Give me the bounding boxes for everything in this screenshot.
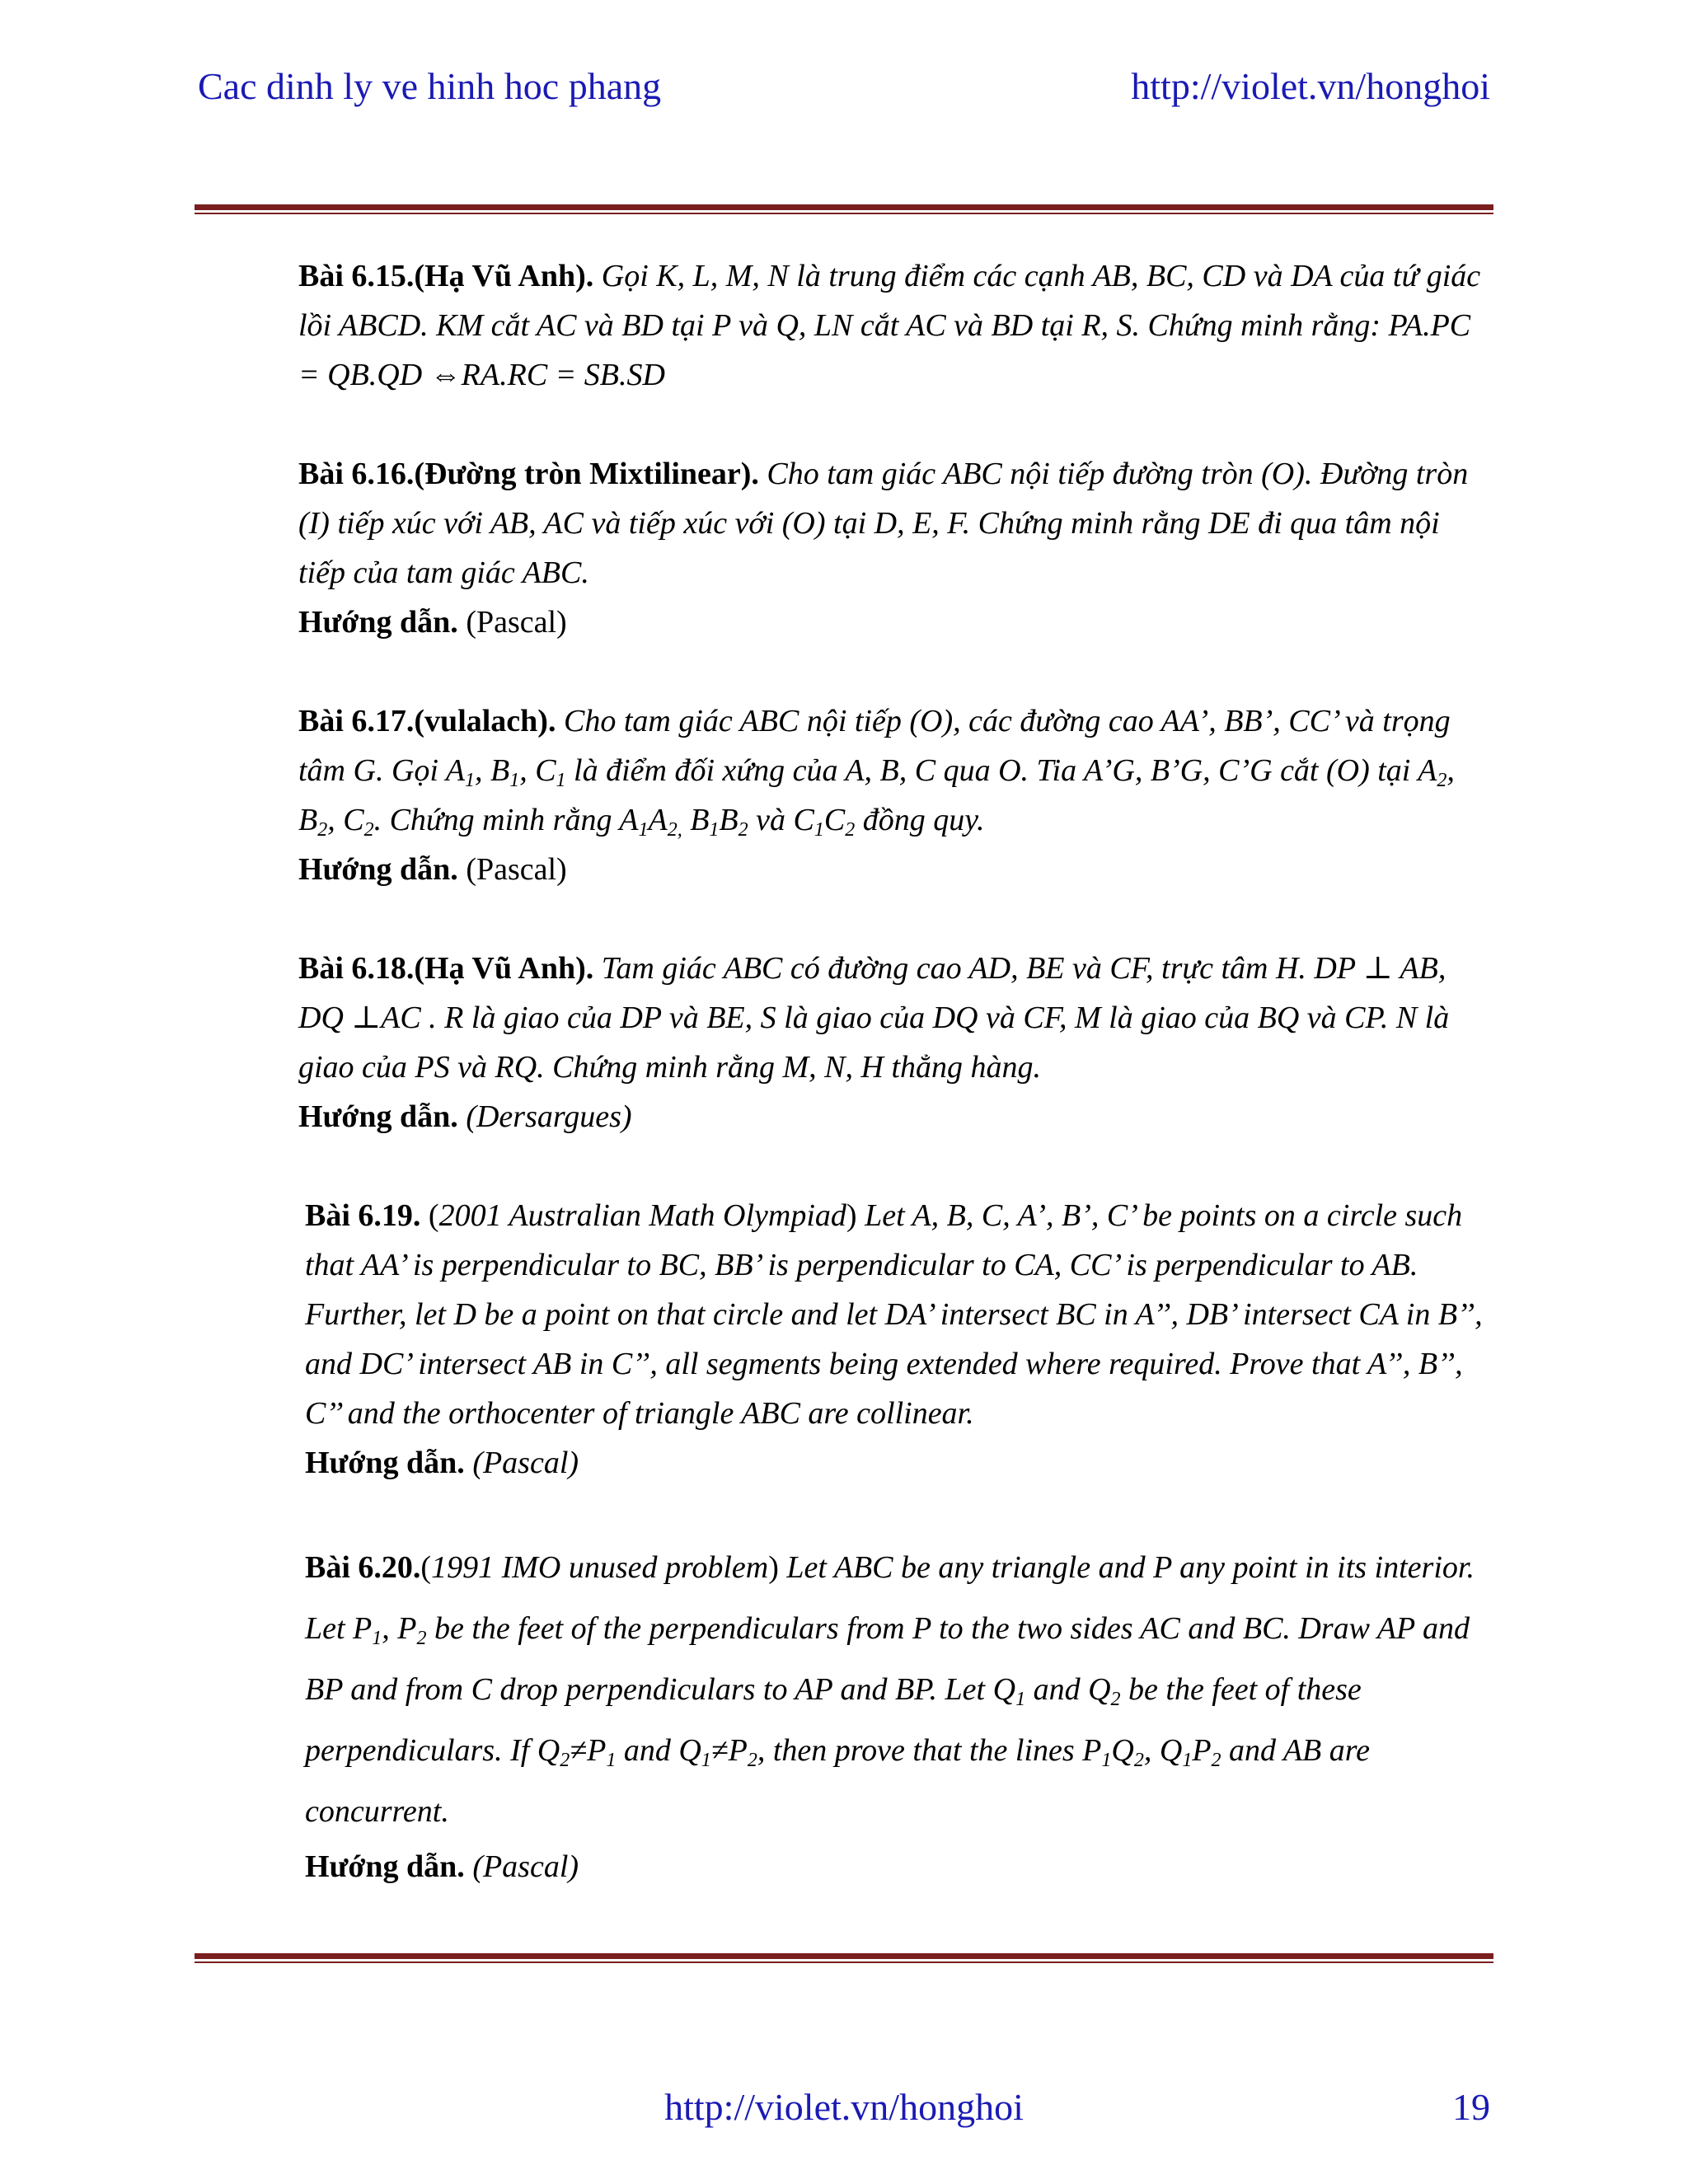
header-url[interactable]: http://violet.vn/honghoi	[1131, 65, 1490, 107]
problem-label: Bài 6.17.(vulalach).	[298, 704, 556, 738]
problem-text: Let A, B, C, A’, B’, C’ be points on a circle such that AA’ is perpendicular to BC, BB’ is perpendicular to CA, CC’ is perpendicular to AB. Further, let D be a point on that circle and let DA’ intersect BC in A’’, DB’ intersect CA in B’’, and DC’ intersect AB in C’’, all segments being extended where required. Prove that A’’, B’’, C’’ and the orthocenter of triangle ABC are collinear.	[305, 1198, 1483, 1431]
problem-6-18	[298, 944, 1493, 1141]
problem-text: Tam giác ABC có đường cao AD, BE và CF, trực tâm H. DP ⊥ AB, DQ ⊥AC . R là giao của DP và BE, S là giao của DQ và CF, M là giao của BQ và CP. N là giao của PS và RQ. Chứng minh rằng M, N, H thẳng hàng.	[298, 951, 1450, 1085]
problem-text: Gọi K, L, M, N là trung điểm các cạnh AB, BC, CD và DA của tứ giác lồi ABCD. KM cắt AC và BD tại P và Q, LN cắt AC và BD tại R, S. Chứng minh rằng: PA.PC = QB.QD ⇔RA.RC = SB.SD	[298, 259, 1481, 392]
page-content	[298, 251, 1493, 1941]
footer-url[interactable]: http://violet.vn/honghoi	[664, 2086, 1024, 2128]
problem-label: Bài 6.16.(Đường tròn Mixtilinear).	[298, 457, 759, 491]
problem-6-15	[298, 251, 1493, 400]
header-divider	[195, 204, 1493, 216]
header-title: Cac dinh ly ve hinh hoc phang	[198, 65, 662, 107]
problem-text: Bài 6.17.(vulalach). Cho tam giác ABC nội tiếp (O), các đường cao AA’, BB’, CC’ và trọng tâm G. Gọi $A_1$, $B_1$, $C_1$ là điểm đối xứng của A, B, C qua O. Tia A’G, B’G, C’G cắt (O) tại $A_2$, $B_2$, $C_2$. Chứng minh rằng $A_1A_{2,}$ $B_1B_2$ và $C_1C_2$ đồng quy.	[298, 704, 1455, 841]
hint-label: Hướng dẫn.	[298, 852, 458, 887]
problem-6-16	[298, 449, 1493, 647]
problem-6-17	[298, 696, 1493, 894]
problem-label: Bài 6.20.	[305, 1550, 421, 1585]
problem-text: Bài 6.20.(1991 IMO unused problem) Let ABC be any triangle and P any point in its interior. Let $P_1$, $P_2$ be the feet of the perpendiculars from P to the two sides AC and BC. Draw AP and BP and from C drop perpendiculars to AP and BP. Let $Q_1$ and $Q_2$ be the feet of these perpendiculars. If $Q_2\ne P_1$ and $Q_1\ne P_2$, then prove that the lines $P_1Q_2$, $Q_1P_2$ and AB are concurrent.	[305, 1550, 1475, 1829]
hint-label: Hướng dẫn.	[298, 605, 458, 640]
problem-6-20	[298, 1537, 1493, 1891]
problem-source: 1991 IMO unused problem	[431, 1550, 769, 1585]
hint-text: (Pascal)	[457, 605, 567, 640]
hint-label: Hướng dẫn.	[305, 1849, 465, 1884]
hint-text: (Pascal)	[457, 852, 567, 887]
hint-label: Hướng dẫn.	[298, 1099, 458, 1134]
footer-divider	[195, 1953, 1493, 1965]
problem-label: Bài 6.15.(Hạ Vũ Anh).	[298, 259, 594, 293]
problem-text: Cho tam giác ABC nội tiếp đường tròn (O). Đường tròn (I) tiếp xúc với AB, AC và tiếp xúc với (O) tại D, E, F. Chứng minh rằng DE đi qua tâm nội tiếp của tam giác ABC.	[298, 457, 1469, 590]
problem-label: Bài 6.18.(Hạ Vũ Anh).	[298, 951, 594, 986]
hint-text: (Pascal)	[464, 1849, 579, 1884]
hint-text: (Dersargues)	[457, 1099, 632, 1134]
page-number: 19	[1452, 2086, 1490, 2128]
problem-6-19: Bài 6.19. (2001 Australian Math Olympiad) Let A, B, C, A’, B’, C’ be points on a circle such that AA’ is perpendicular to BC, BB’ is perpendicular to CA, CC’ is perpendicular to AB. Further, let D be a point on that circle and let DA’ intersect BC in A’’, DB’ intersect CA in B’’, and DC’ intersect AB in C’’, all segments being extended where required. Prove that A’’, B’’, C’’ and the orthocenter of triangle ABC are collinear. Hướng dẫn. (Pascal)	[305, 1198, 1483, 1480]
problem-label: Bài 6.19.	[305, 1198, 421, 1233]
problem-source: 2001 Australian Math Olympiad	[438, 1198, 846, 1233]
hint-text: (Pascal)	[464, 1446, 579, 1480]
hint-label: Hướng dẫn.	[305, 1446, 465, 1480]
